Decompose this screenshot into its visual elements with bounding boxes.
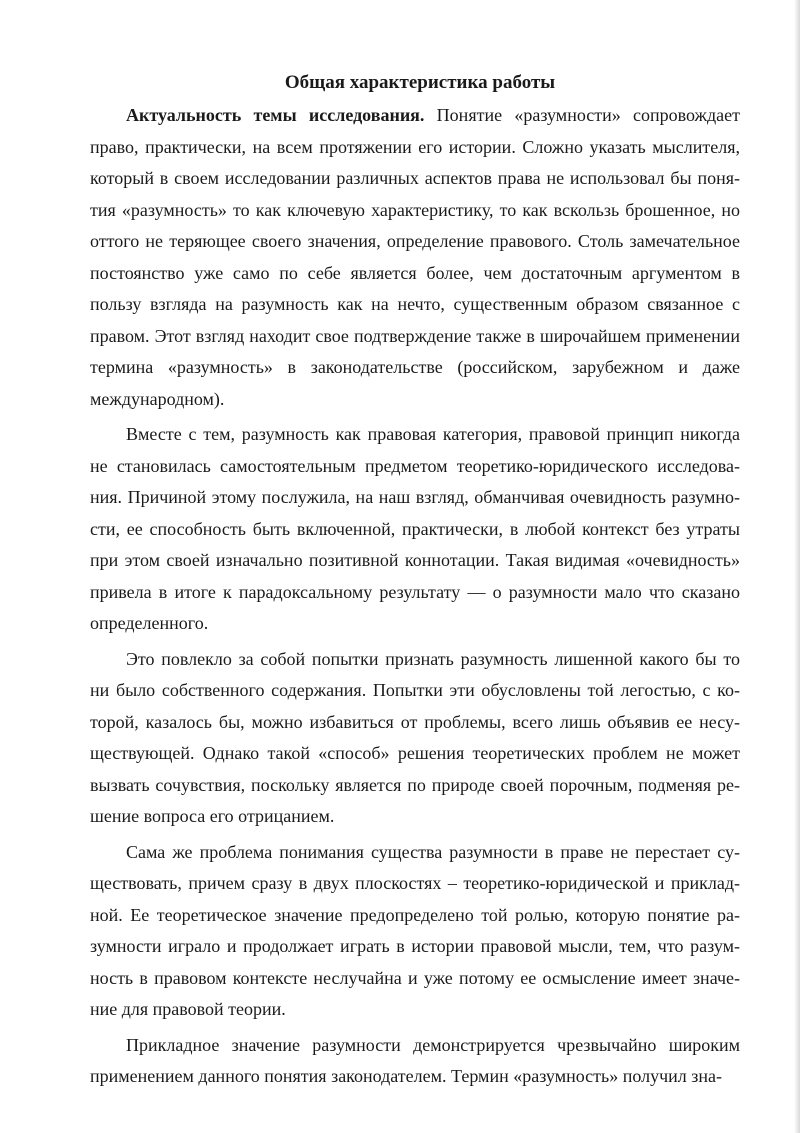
paragraph-4: Сама же проблема понимания существа разумности в праве не перестает существовать, причем сразу в двух плоскостях – теоретико-юридической и прикладной. Ее теоретическое значение предопределено той ролью, которую понятие разумности играло и продолжает играть в истории правовой мысли, тем, что разумность в правовом контексте неслучайна и уже потому ее осмысление имеет значение для правовой теории. xyxy=(90,841,740,1019)
paragraph-5: Прикладное значение разумности демонстрируется чрезвычайно широким применением данного понятия законодателем. Термин «разумность» получил зна- xyxy=(90,1034,740,1086)
paragraph-relevance xyxy=(90,100,740,415)
document-title: Общая характеристика работы xyxy=(284,72,556,93)
paragraph-text: Понятие «разумности» сопровождает право, практически, на всем протяжении его истории. Сложно указать мыслителя, который в своем исследовании различных аспектов права не использовал бы понятия «разумность» то как ключевую характеристику, то как вскользь брошенное, но оттого не теряющее своего значения, определение правового. Столь замечательное постоянство уже само по себе является более, чем достаточным аргументом в пользу взгляда на разумность как на нечто, существенным образом связанное с правом. Этот взгляд находит свое подтверждение также в широчайшем применении термина «разумность» в законодательстве (российском, зарубежном и даже международном). xyxy=(90,105,741,409)
paragraph-lead-heading: Актуальность темы исследования. xyxy=(126,105,425,125)
document-body xyxy=(90,70,740,1097)
paragraph-2: Вместе с тем, разумность как правовая категория, правовой принцип никогда не становилась самостоятельным предметом теоретико-юридического исследования. Причиной этому послужила, на наш взгляд, обманчивая очевидность разумности, ее способность быть включенной, практически, в любой контекст без утраты при этом своей изначально позитивной коннотации. Такая видимая «очевидность» привела в итоге к парадоксальному результату — о разумности мало что сказано определенного. xyxy=(90,424,740,633)
paragraph-3: Это повлекло за собой попытки признать разумность лишенной какого бы то ни было собственного содержания. Попытки эти обусловлены той легостью, с которой, казалось бы, можно избавиться от проблемы, всего лишь объявив ее несуществующей. Однако такой «способ» решения теоретических проблем не может вызвать сочувствия, поскольку является по природе своей порочным, подменяя решение вопроса его отрицанием. xyxy=(90,648,740,826)
scan-edge-shadow xyxy=(794,0,800,1133)
